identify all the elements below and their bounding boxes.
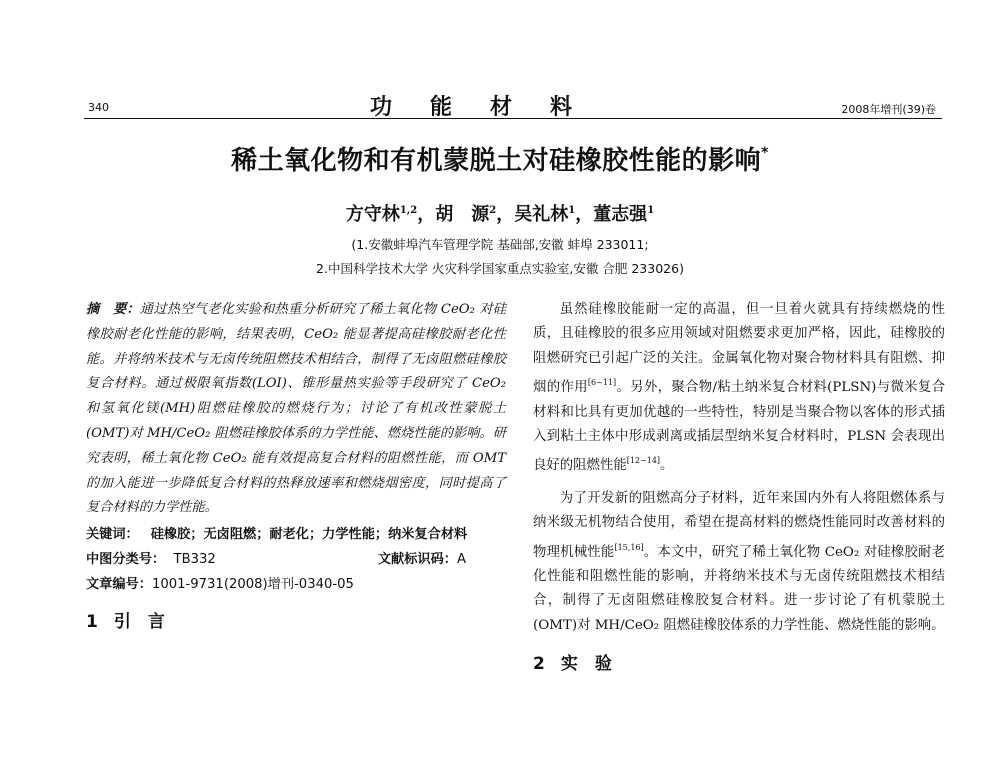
abstract-text: 通过热空气老化实验和热重分析研究了稀土氧化物 CeO₂ 对硅橡胶耐老化性能的影响，结果表明，CeO₂ 能显著提高硅橡胶耐老化性能。并将纳米技术与无卤传统阻燃技术相结合，制得了无卤阻燃硅橡胶复合材料。通过极限氧指数(LOI)、锥形量热实验等手段研究了 CeO₂ 和氢氧化镁(MH)阻燃硅橡胶的燃烧行为；讨论了有机改性蒙脱土(OMT)对 MH/CeO₂ 阻燃硅橡胶体系的力学性能、燃烧性能的影响。研究表明，稀土氧化物 CeO₂ 能有效提高复合材料的阻燃性能，而 OMT 的加入能进一步降低复合材料的热释放速率和燃烧烟密度，同时提高了复合材料的力学性能。	[86, 302, 507, 516]
classification-value: TB332	[173, 551, 216, 567]
affiliation-2: 2.中国科学技术大学 火灾科学国家重点实验室,安徽 合肥 233026)	[316, 261, 684, 276]
section-1-heading	[86, 610, 506, 635]
article-number	[86, 573, 506, 598]
section-1-number: 1	[86, 611, 98, 632]
intro-paragraph-1	[533, 298, 945, 479]
paragraph-text: 为了开发新的阻燃高分子材料，近年来国内外有人将阻燃体系与纳米级无机物结合使用，希望在提高材料的燃烧性能同时改善材料的物理机械性能	[533, 490, 945, 560]
paragraph-text: 虽然硅橡胶能耐一定的高温，但一旦着火就具有持续燃烧的性质，且硅橡胶的很多应用领域对阻燃要求更加严格，因此，硅橡胶的阻燃研究已引起广泛的关注。金属氧化物对聚合物材料具有阻燃、抑烟的作用	[533, 302, 945, 396]
paragraph-text: 。本文中，研究了稀土氧化物 CeO₂ 对硅橡胶耐老化性能和阻燃性能的影响，并将纳米技术与无卤传统阻燃技术相结合，制得了无卤阻燃硅橡胶复合材料。进一步讨论了有机蒙脱土(OMT)对 MH/CeO₂ 阻燃硅橡胶体系的力学性能、燃烧性能的影响。	[533, 544, 945, 633]
doc-code-value: A	[456, 551, 466, 567]
affiliation-1: (1.安徽蚌埠汽车管理学院 基础部,安徽 蚌埠 233011;	[351, 237, 649, 252]
citation: [6~11]	[587, 378, 617, 388]
author: 胡 源	[435, 204, 490, 225]
paragraph-text: 。	[660, 458, 674, 474]
title-footnote-mark: *	[761, 145, 769, 161]
keywords-label: 关键词：	[86, 527, 139, 543]
section-2-title: 实 验	[560, 654, 612, 675]
author-list	[0, 200, 1000, 226]
paper-title-text: 稀土氧化物和有机蒙脱土对硅橡胶性能的影响	[231, 146, 762, 176]
left-column	[86, 298, 506, 634]
right-column	[533, 298, 945, 677]
author-separator: ，	[496, 204, 515, 225]
author-separator: ，	[575, 204, 594, 225]
doc-code-label: 文献标识码：	[377, 551, 457, 567]
paragraph-text: 。另外，聚合物/粘土纳米复合材料(PLSN)与微米复合材料和比具有更加优越的一些特性，特别是当聚合物以客体的形式插入到粘土主体中形成剥离或插层型纳米复合材料时，PLSN 会表现出良好的阻燃性能	[533, 380, 945, 474]
abstract-label: 摘 要：	[86, 302, 140, 317]
author: 董志强	[593, 204, 648, 225]
header-rule	[84, 118, 942, 119]
author: 方守林	[345, 204, 400, 225]
section-1-title: 引 言	[113, 611, 165, 632]
author-affiliation-mark: 1	[568, 205, 576, 216]
section-2-heading	[533, 652, 945, 676]
author-affiliation-mark: 1,2	[399, 205, 418, 216]
classification-row	[86, 548, 506, 573]
citation: [12~14]	[626, 456, 661, 466]
author-separator: ，	[417, 204, 436, 225]
paper-title	[0, 140, 1000, 177]
intro-paragraph-2	[533, 487, 945, 638]
article-number-label: 文章编号：	[86, 576, 152, 592]
journal-issue: 2008年增刊(39)卷	[841, 103, 936, 116]
article-number-value: 1001-9731(2008)增刊-0340-05	[151, 576, 354, 592]
classification-label: 中图分类号：	[86, 551, 166, 567]
keywords-text: 硅橡胶；无卤阻燃；耐老化；力学性能；纳米复合材料	[150, 527, 468, 543]
author: 吴礼林	[514, 204, 569, 225]
citation: [15,16]	[614, 542, 644, 552]
keywords	[86, 523, 506, 548]
page-number: 340	[88, 101, 109, 114]
journal-name: 功能材料	[370, 94, 611, 120]
author-affiliation-mark: 1	[647, 205, 655, 216]
author-affiliation-mark: 2	[489, 205, 497, 216]
abstract	[86, 298, 506, 521]
section-2-number: 2	[533, 654, 545, 675]
